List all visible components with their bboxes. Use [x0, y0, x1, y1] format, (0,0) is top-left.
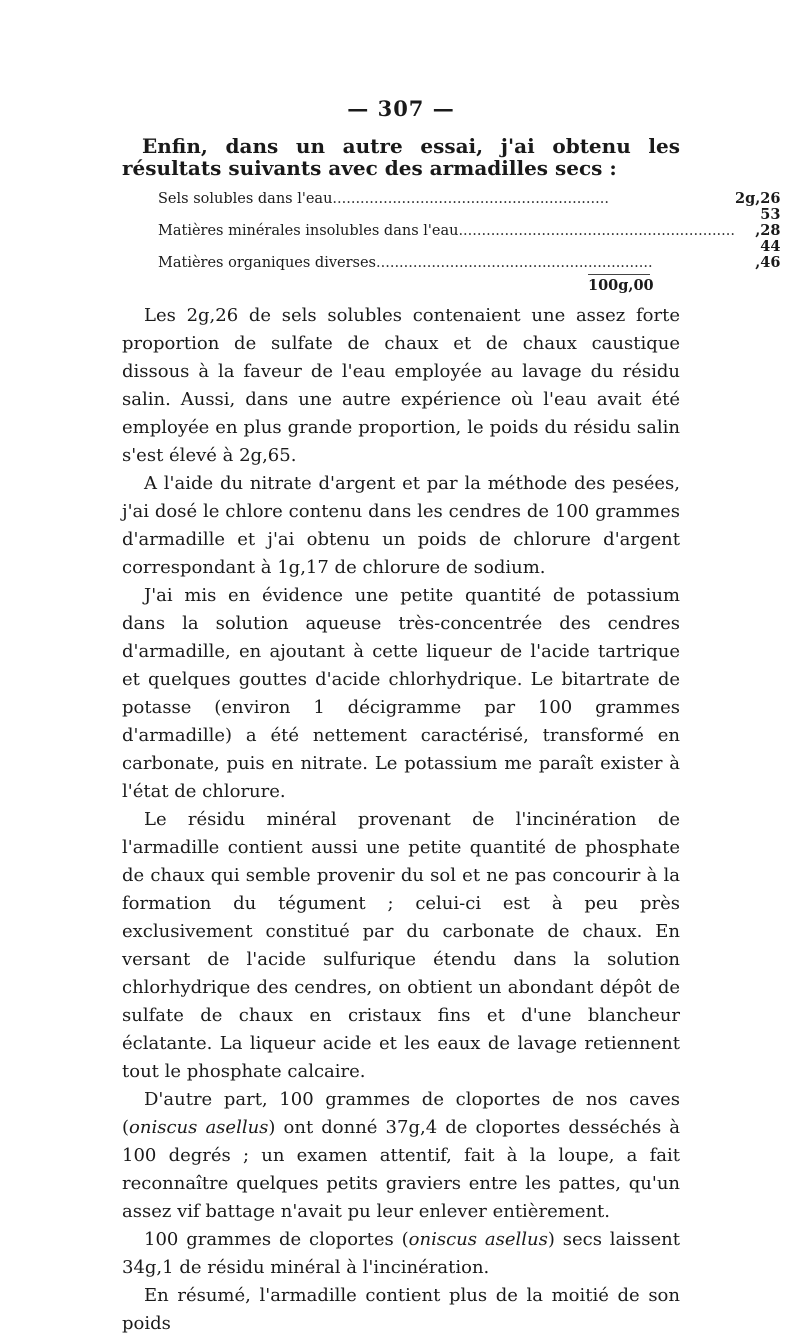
species-name: oniscus asellus — [129, 1117, 269, 1138]
composition-value: 53 ,28 — [755, 206, 781, 239]
intro-paragraph: Enfin, dans un autre essai, j'ai obtenu les résultats suivants avec des armadilles secs : — [122, 134, 680, 180]
paragraph-text: ) secs laissent 34g,1 de résidu minéral à l'incinération. — [122, 1229, 681, 1278]
leader-dots: ............................................................ — [332, 191, 609, 207]
body-paragraph — [122, 470, 680, 582]
composition-label: Matières organiques diverses — [158, 255, 377, 271]
body-paragraph — [122, 806, 680, 1086]
composition-value: 44 ,46 — [755, 238, 781, 271]
paragraph-text: ) ont donné 37g,4 de cloportes desséchés à 100 degrés ; un examen attentif, fait à la loupe, a fait reconnaître quelques petits graviers entre les pattes, qu'un assez vif battage n'avait pu leur enlever entièrement. — [122, 1117, 680, 1222]
paragraph-text: Les 2g,26 de sels solubles contenaient une assez forte proportion de sulfate de chaux et de chaux caustique dissous à la faveur de l'eau employée au lavage du résidu salin. Aussi, dans une autre expérience où l'eau avait été employée en plus grande proportion, le poids du résidu salin s'est élevé à 2g,65. — [122, 305, 680, 466]
paragraph-text: J'ai mis en évidence une petite quantité de potassium dans la solution aqueuse très-concentrée des cendres d'armadille, en ajoutant à cette liqueur de l'acide tartrique et quelques gouttes d'acide chlorhydrique. Le bitartrate de potasse (environ 1 décigramme par 100 grammes d'armadille) a été nettement caractérisé, transformé en carbonate, puis en nitrate. Le potassium me paraît exister à l'état de chlorure. — [122, 585, 680, 802]
body-paragraph — [122, 1226, 680, 1282]
paragraph-text: D'autre part, 100 grammes de cloportes de nos caves ( — [122, 1089, 680, 1138]
composition-total: 100g,00 — [588, 274, 650, 294]
body-text — [122, 302, 680, 1338]
page-body — [122, 96, 781, 1338]
page-number: — 307 — — [347, 96, 455, 121]
composition-row — [158, 191, 780, 207]
composition-label: Matières minérales insolubles dans l'eau — [158, 223, 459, 239]
body-paragraph — [122, 1086, 680, 1226]
species-name: oniscus asellus — [408, 1229, 548, 1250]
body-paragraph — [122, 582, 680, 806]
leader-dots: ............................................................ — [458, 223, 735, 239]
paragraph-text: En résumé, l'armadille contient plus de la moitié de son poids — [122, 1285, 680, 1334]
body-paragraph — [122, 302, 680, 470]
paragraph-text: Le résidu minéral provenant de l'incinération de l'armadille contient aussi une petite quantité de phosphate de chaux qui semble provenir du sol et ne pas concourir à la formation du tégument ; celui-ci est à peu près exclusivement constitué par du carbonate de chaux. En versant de l'acide sulfurique étendu dans la solution chlorhydrique des cendres, on obtient un abondant dépôt de sulfate de chaux en cristaux fins et d'une blancheur éclatante. La liqueur acide et les eaux de lavage retiennent tout le phosphate calcaire. — [122, 809, 680, 1082]
composition-label: Sels solubles dans l'eau — [158, 191, 333, 207]
body-paragraph — [122, 1282, 680, 1338]
composition-table — [158, 191, 780, 271]
composition-row — [158, 207, 780, 239]
composition-row — [158, 239, 780, 271]
paragraph-text: A l'aide du nitrate d'argent et par la méthode des pesées, j'ai dosé le chlore contenu dans les cendres de 100 grammes d'armadille et j'ai obtenu un poids de chlorure d'argent correspondant à 1g,17 de chlorure de sodium. — [122, 473, 680, 578]
leader-dots: ............................................................ — [376, 255, 653, 271]
composition-value: 2g,26 — [735, 190, 781, 207]
paragraph-text: 100 grammes de cloportes ( — [144, 1229, 409, 1250]
